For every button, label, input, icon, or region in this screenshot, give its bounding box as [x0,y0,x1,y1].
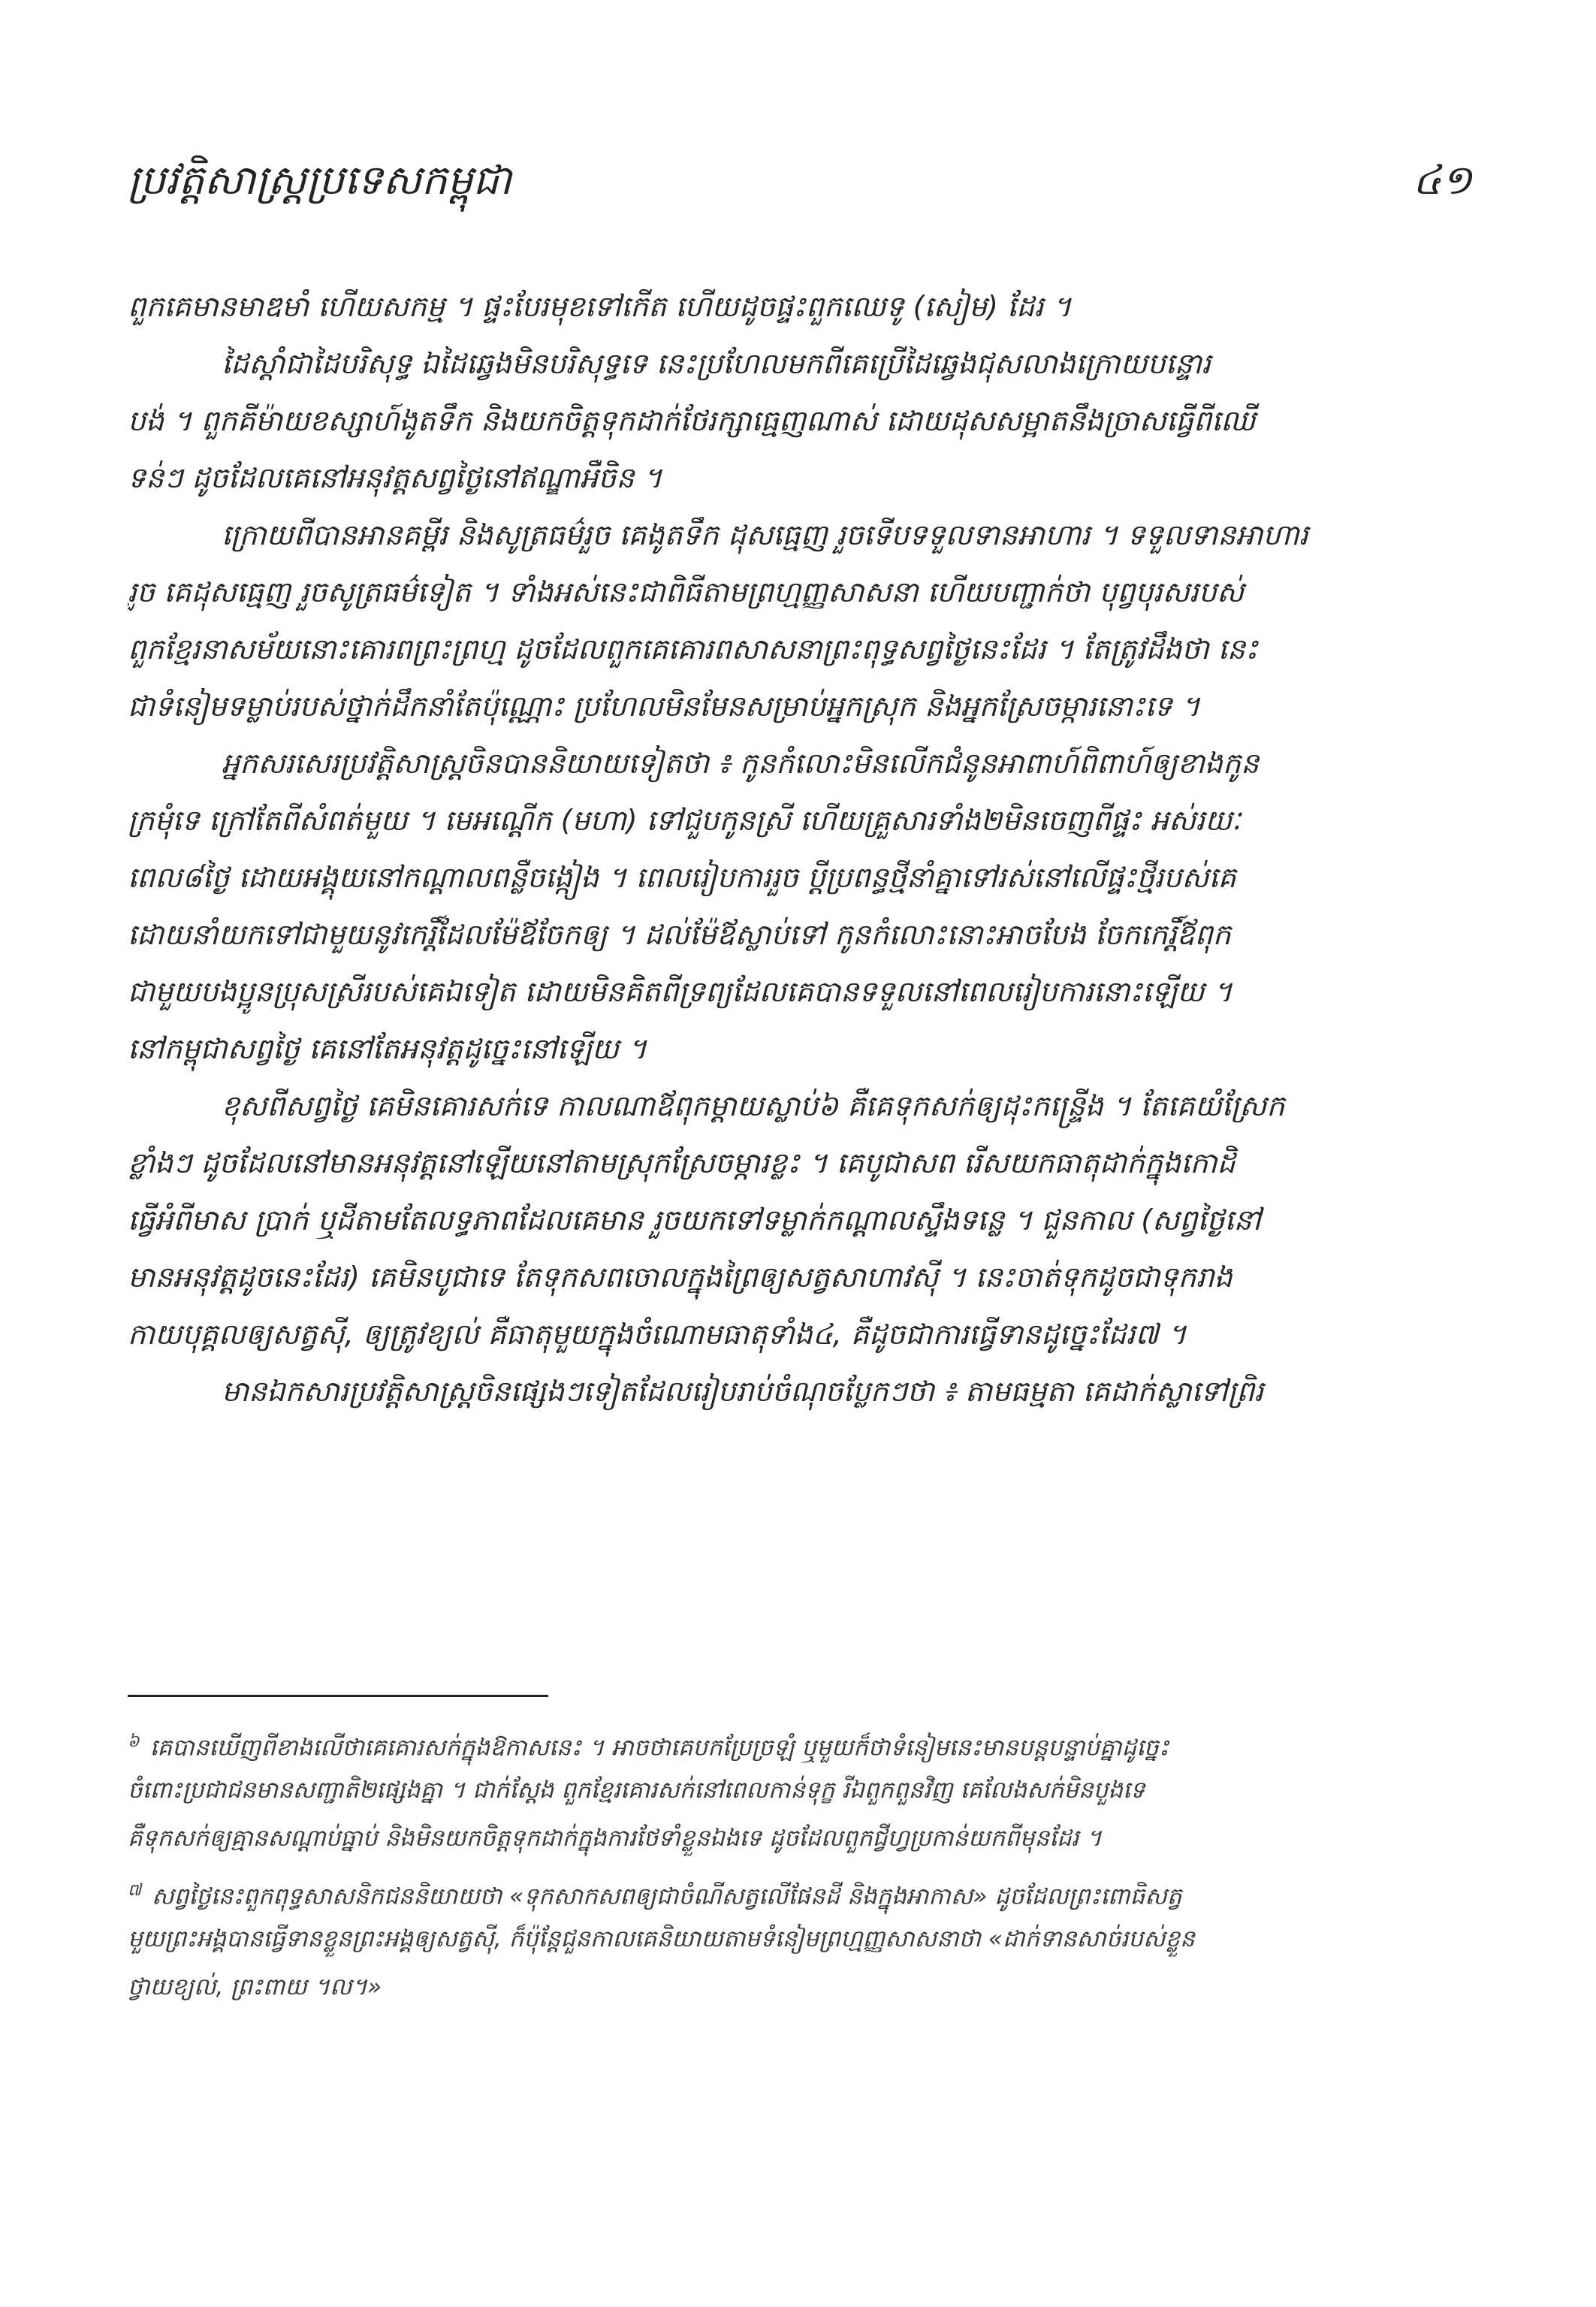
body-line: ទន់ៗ ដូចដែលគេនៅអនុវត្តសព្វថ្ងៃនៅឥណ្ឌាអឺចិន ។ [128,461,662,494]
footnote-separator [128,1695,548,1697]
body-line: រួច គេដុសធ្មេញ រួចសូត្រធម៌ទៀត ។ ទាំងអស់នេះជាពិធីតាមព្រហ្មញ្ញសាសនា ហើយបញ្ជាក់ថា បុព្វបុរសរបស់ [128,575,1245,608]
body-line: ដោយនាំយកទៅជាមួយនូវកេរ្តិ៍ដែលម៉ែឪចែកឲ្យ ។ ដល់ម៉ែឪស្លាប់ទៅ កូនកំលោះនោះអាចបែង ចែកកេរ្តិ៍ឪពុក [128,918,1231,951]
body-line: មានឯកសារប្រវត្តិសាស្ត្រចិនផ្សេងៗទៀតដែលរៀបរាប់ចំណុចប្លែកៗថា ៖ តាមធម្មតា គេដាក់ស្លាទៅព្រិរ [222,1375,1264,1408]
body-line: ដៃស្ដាំជាដៃបរិសុទ្ធ ឯដៃឆ្វេងមិនបរិសុទ្ធទេ នេះប្រហែលមកពីគេប្រើដៃឆ្វេងជុសលាងក្រោយបន្ទោរ [222,347,1211,380]
body-line: មានអនុវត្តដូចនេះដែរ) គេមិនបូជាទេ តែទុកសពចោលក្នុងព្រៃឲ្យសត្វសាហាវស៊ី ។ នេះចាត់ទុកដូចជាទុករាង [128,1261,1232,1294]
body-line: នៅកម្ពុជាសព្វថ្ងៃ គេនៅតែអនុវត្តដូច្នេះនៅឡើយ ។ [128,1032,647,1065]
footnote-7 [128,1869,1480,1918]
footnote-text: គេបានឃើញពីខាងលើថាគេគោរសក់ក្នុងឱកាសនេះ ។ អាចថាគេបកប្រែច្រឡំ ឬមួយក៏ថាទំនៀមនេះមានបន្តបន្ទាប់គ្នាដូច្នេះ [149,1734,1169,1762]
body-line: ខុសពីសព្វថ្ងៃ គេមិនគោរសក់ទេ កាលណាឪពុកម្ដាយស្លាប់៦ គឺគេទុកសក់ឲ្យដុះកន្ទ្រើង ។ តែគេយំស្រែក [222,1089,1285,1122]
body-line: ពួកខ្មែរនាសម័យនោះគោរពព្រះព្រហ្ម ដូចដែលពួកគេគោរពសាសនាព្រះពុទ្ធសព្វថ្ងៃនេះដែរ ។ តែត្រូវដឹងថា នេះ [128,633,1258,666]
body-line: ពួកគេមានមាឌមាំ ហើយសកម្ម ។ ផ្ទះបែរមុខទៅកើត ហើយដូចផ្ទះពួកឈេទូ (សៀម) ដែរ ។ [128,290,1072,323]
footnote-line: គឺទុកសក់ឲ្យគ្មានសណ្ដាប់ធ្នាប់ និងមិនយកចិត្តទុកដាក់ក្នុងការថែទាំខ្លួនឯងទេ ដូចដែលពួកជ្វីហ្វប្រកាន់យកពីមុនដែរ ។ [128,1825,1102,1852]
footnote-marker: ៧ [128,1881,142,1900]
footnote-line: ចំពោះប្រជាជនមានសញ្ជាតិ២ផ្សេងគ្នា ។ ជាក់ស្ដែង ពួកខ្មែរគោរសក់នៅពេលកាន់ទុក្ខ រីឯពួកពួនវិញ គេលែងសក់មិនបួងទេ [128,1777,1145,1804]
running-header-title: ប្រវត្តិសាស្ត្រប្រទេសកម្ពុជា [128,156,511,204]
body-line: ជាទំនៀមទម្លាប់របស់ថ្នាក់ដឹកនាំតែប៉ុណ្ណោះ ប្រហែលមិនមែនសម្រាប់អ្នកស្រុក និងអ្នកស្រែចម្ការនោះទេ ។ [128,690,1200,723]
body-line: ពេល៨ថ្ងៃ ដោយអង្គុយនៅកណ្ដាលពន្លឺចង្កៀង ។ ពេលរៀបការរួច ប្ដីប្រពន្ធថ្មីនាំគ្នាទៅរស់នៅលើផ្ទះថ្មីរបស់គេ [128,861,1236,894]
footnote-text: សព្វថ្ងៃនេះពួកពុទ្ធសាសនិកជននិយាយថា «ទុកសាកសពឲ្យជាចំណីសត្វលើផែនដី និងក្នុងអាកាស» ដូចដែលព្រះពោធិសត្វ [152,1883,1182,1910]
body-line: បង់ ។ ពួកគីម៉ាយខស្សាហ៍ងូតទឹក និងយកចិត្តទុកដាក់ថែរក្សាធ្មេញណាស់ ដោយដុសសម្អាតនឹងច្រាសធ្វើពីឈើ [128,404,1256,437]
page-number: ៤១ [1412,156,1472,204]
body-line: ខ្លាំងៗ ដូចដែលនៅមានអនុវត្តនៅឡើយនៅតាមស្រុកស្រែចម្ការខ្លះ ។ គេបូជាសព រើសយកធាតុដាក់ក្នុងកោដិ [128,1146,1235,1179]
footnote-line: មួយព្រះអង្គបានធ្វើទានខ្លួនព្រះអង្គឲ្យសត្វស៊ី, ក៏ប៉ុន្តែជួនកាលគេនិយាយតាមទំនៀមព្រហ្មញ្ញសាសនាថា «ដាក់ទានសាច់របស់ខ្លួន [128,1925,1195,1952]
body-line: ក្រោយពីបានអានគម្ពីរ និងសូត្រធម៌រួច គេងូតទឹក ដុសធ្មេញ រួចទើបទទួលទានអាហារ ។ ទទួលទានអាហារ [222,518,1308,551]
body-line: កាយបុគ្គលឲ្យសត្វស៊ី, ឲ្យត្រូវខ្យល់ គឺធាតុមួយក្នុងចំណោមធាតុទាំង៤, គឺដូចជាការធ្វើទានដូច្នេះដែរ៧ ។ [128,1318,1187,1351]
body-line: ជាមួយបងប្អូនប្រុសស្រីរបស់គេឯទៀត ដោយមិនគិតពីទ្រព្យដែលគេបានទទួលនៅពេលរៀបការនោះឡើយ ។ [128,975,1232,1008]
body-line: ធ្វើអំពីមាស ប្រាក់ ឬដីតាមតែលទ្ធភាពដែលគេមាន រួចយកទៅទម្លាក់កណ្ដាលស្ទឹងទន្លេ ។ ជួនកាល (សព្វថ្ងៃនៅ [128,1203,1261,1237]
footnote-line: ថ្វាយខ្យល់, ព្រះពាយ ។ល។» [128,1973,382,2001]
footnote-6 [128,1720,1480,1769]
body-line: ក្រមុំទេ ក្រៅតែពីសំពត់មួយ ។ មេអណ្ដើក (មហា) ទៅជួបកូនស្រី ហើយគ្រួសារទាំង២មិនចេញពីផ្ទះ អស់រយៈ [128,804,1241,837]
body-line: អ្នកសរសេរប្រវត្តិសាស្ត្រចិនបាននិយាយទៀតថា ៖ កូនកំលោះមិនលើកជំនូនអាពាហ៍ពិពាហ៍ឲ្យខាងកូន [222,747,1260,780]
footnote-marker: ៦ [128,1732,140,1751]
